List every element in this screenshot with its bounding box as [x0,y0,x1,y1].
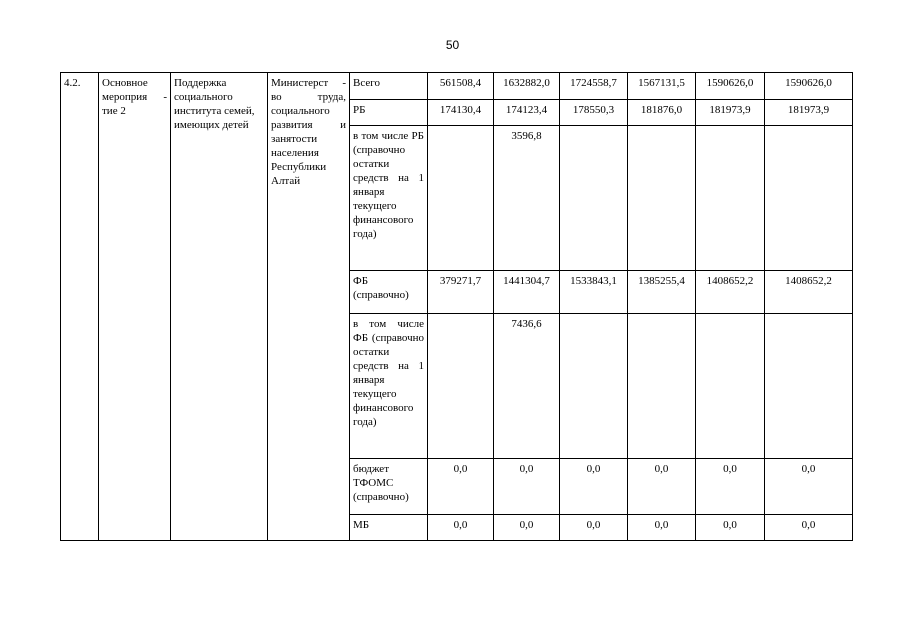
value-cell: 0,0 [765,459,853,515]
source-label-tfoms: бюджет ТФОМС (справочно) [350,459,428,515]
value-cell [628,126,696,271]
value-cell [765,314,853,459]
value-cell: 178550,3 [560,100,628,126]
value-cell: 1724558,7 [560,73,628,100]
value-cell: 174130,4 [428,100,494,126]
value-cell: 0,0 [628,515,696,541]
value-cell: 1567131,5 [628,73,696,100]
budget-table [60,72,853,541]
page-number: 50 [445,38,460,52]
value-cell [696,314,765,459]
value-cell: 181973,9 [696,100,765,126]
value-cell: 1441304,7 [494,271,560,314]
executor-cell: Министерст - во труда, социального развития и занятости населения Республики Алтай [268,73,350,541]
value-cell: 0,0 [696,459,765,515]
value-cell: 0,0 [428,515,494,541]
value-cell: 1408652,2 [696,271,765,314]
source-label-mb: МБ [350,515,428,541]
value-cell: 379271,7 [428,271,494,314]
value-cell [560,314,628,459]
value-cell [628,314,696,459]
value-cell: 1590626,0 [696,73,765,100]
source-label-rb-balance: в том числе РБ (справочно остатки средств на 1 января текущего финансового года) [350,126,428,271]
value-cell: 0,0 [494,459,560,515]
value-cell: 0,0 [765,515,853,541]
source-label-fb: ФБ (справочно) [350,271,428,314]
value-cell: 0,0 [428,459,494,515]
row-number-cell: 4.2. [61,73,99,541]
value-cell: 181973,9 [765,100,853,126]
value-cell: 1408652,2 [765,271,853,314]
value-cell: 0,0 [696,515,765,541]
value-cell [428,126,494,271]
value-cell: 0,0 [494,515,560,541]
value-cell: 1533843,1 [560,271,628,314]
value-cell: 181876,0 [628,100,696,126]
value-cell [428,314,494,459]
goal-cell: Поддержка социального института семей, имеющих детей [171,73,268,541]
value-cell: 7436,6 [494,314,560,459]
value-cell [560,126,628,271]
value-cell: 0,0 [560,515,628,541]
value-cell: 0,0 [560,459,628,515]
value-cell: 1590626,0 [765,73,853,100]
value-cell: 3596,8 [494,126,560,271]
value-cell [765,126,853,271]
source-label-total: Всего [350,73,428,100]
value-cell: 1385255,4 [628,271,696,314]
event-cell: Основное мероприя - тие 2 [99,73,171,541]
source-label-fb-balance: в том числе ФБ (справочно остатки средств на 1 января текущего финансового года) [350,314,428,459]
value-cell [696,126,765,271]
source-label-rb: РБ [350,100,428,126]
value-cell: 174123,4 [494,100,560,126]
value-cell: 561508,4 [428,73,494,100]
value-cell: 1632882,0 [494,73,560,100]
value-cell: 0,0 [628,459,696,515]
